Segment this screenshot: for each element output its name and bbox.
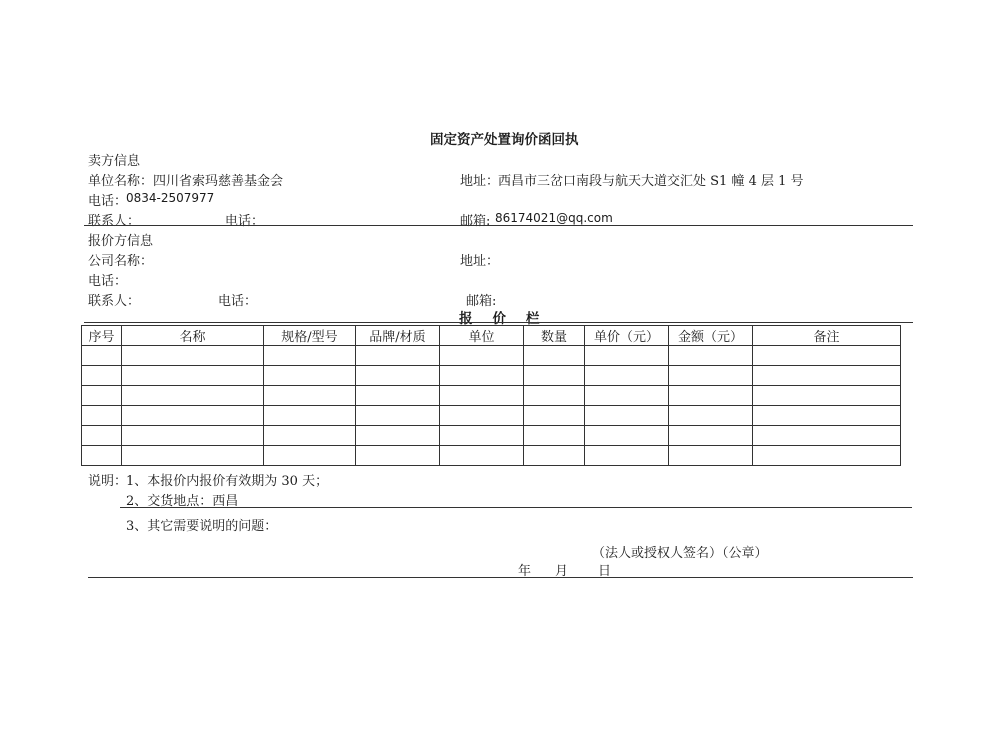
signature-day: 日 <box>598 564 612 579</box>
col-header-brand: 品牌/材质 <box>356 326 440 346</box>
col-header-name: 名称 <box>122 326 264 346</box>
table-cell[interactable] <box>440 386 524 406</box>
table-cell[interactable] <box>440 446 524 466</box>
seller-email-label: 邮箱: <box>460 214 491 229</box>
document-title: 固定资产处置询价函回执 <box>430 132 579 148</box>
table-cell[interactable] <box>82 406 122 426</box>
table-header-row <box>82 326 901 346</box>
table-cell[interactable] <box>82 426 122 446</box>
table-cell[interactable] <box>669 446 753 466</box>
quoter-address-label: 地址： <box>460 254 500 269</box>
quoter-contact-label: 联系人： <box>88 294 141 309</box>
table-row <box>82 346 901 366</box>
quoter-section-header: 报价方信息 <box>88 234 154 249</box>
table-cell[interactable] <box>669 386 753 406</box>
table-cell[interactable] <box>753 346 901 366</box>
seller-contact-label: 联系人： <box>88 214 141 229</box>
table-cell[interactable] <box>356 346 440 366</box>
quoter-contact-phone-label: 电话： <box>218 294 258 309</box>
col-header-quantity: 数量 <box>524 326 585 346</box>
table-cell[interactable] <box>524 386 585 406</box>
table-cell[interactable] <box>122 366 264 386</box>
table-cell[interactable] <box>669 406 753 426</box>
table-cell[interactable] <box>82 366 122 386</box>
table-cell[interactable] <box>82 346 122 366</box>
col-header-unit-price: 单价（元） <box>585 326 669 346</box>
table-cell[interactable] <box>753 426 901 446</box>
signature-month: 月 <box>555 564 569 579</box>
quoter-phone-label: 电话： <box>88 274 128 289</box>
table-cell[interactable] <box>122 426 264 446</box>
table-cell[interactable] <box>356 426 440 446</box>
table-cell[interactable] <box>753 366 901 386</box>
quote-table <box>81 325 901 466</box>
table-row <box>82 386 901 406</box>
notes-item-3: 3、其它需要说明的问题： <box>126 519 278 534</box>
col-header-spec: 规格/型号 <box>264 326 356 346</box>
table-cell[interactable] <box>524 446 585 466</box>
table-cell[interactable] <box>82 446 122 466</box>
table-cell[interactable] <box>585 346 669 366</box>
seller-contact-phone-label: 电话： <box>225 214 265 229</box>
table-cell[interactable] <box>669 366 753 386</box>
table-cell[interactable] <box>264 386 356 406</box>
table-cell[interactable] <box>264 366 356 386</box>
signature-year: 年 <box>518 564 532 579</box>
table-cell[interactable] <box>524 426 585 446</box>
seller-phone-label: 电话： <box>88 194 128 209</box>
table-cell[interactable] <box>669 346 753 366</box>
table-cell[interactable] <box>440 346 524 366</box>
table-row <box>82 446 901 466</box>
table-cell[interactable] <box>122 446 264 466</box>
table-cell[interactable] <box>440 366 524 386</box>
table-row <box>82 426 901 446</box>
notes-item-1: 1、本报价内报价有效期为 30 天； <box>126 474 329 489</box>
table-cell[interactable] <box>122 346 264 366</box>
table-cell[interactable] <box>264 346 356 366</box>
table-cell[interactable] <box>669 426 753 446</box>
col-header-unit: 单位 <box>440 326 524 346</box>
notes-divider <box>120 507 912 508</box>
quoter-company-label: 公司名称： <box>88 254 154 269</box>
table-cell[interactable] <box>440 406 524 426</box>
col-header-index: 序号 <box>82 326 122 346</box>
seller-unit-label: 单位名称： <box>88 174 154 189</box>
table-cell[interactable] <box>585 446 669 466</box>
table-cell[interactable] <box>122 406 264 426</box>
table-cell[interactable] <box>122 386 264 406</box>
table-cell[interactable] <box>753 446 901 466</box>
seller-unit-value: 四川省索玛慈善基金会 <box>153 174 284 189</box>
seller-address-value: 西昌市三岔口南段与航天大道交汇处 S1 幢 4 层 1 号 <box>498 174 804 189</box>
table-cell[interactable] <box>264 426 356 446</box>
notes-label: 说明： <box>88 474 128 489</box>
seller-section-header: 卖方信息 <box>88 154 141 169</box>
table-cell[interactable] <box>356 366 440 386</box>
table-cell[interactable] <box>524 366 585 386</box>
table-cell[interactable] <box>585 426 669 446</box>
table-cell[interactable] <box>82 386 122 406</box>
table-cell[interactable] <box>585 406 669 426</box>
table-cell[interactable] <box>356 406 440 426</box>
table-cell[interactable] <box>356 446 440 466</box>
table-cell[interactable] <box>585 386 669 406</box>
seller-phone-value: 0834-2507977 <box>126 191 215 205</box>
quoter-email-label: 邮箱: <box>466 294 497 309</box>
signature-label: （法人或授权人签名）（公章） <box>592 546 768 561</box>
price-section-top-line <box>84 322 913 323</box>
seller-divider <box>84 225 913 226</box>
seller-email-value: 86174021@qq.com <box>495 211 613 225</box>
seller-address-label: 地址： <box>460 174 500 189</box>
col-header-amount: 金额（元） <box>669 326 753 346</box>
table-cell[interactable] <box>524 406 585 426</box>
table-cell[interactable] <box>524 346 585 366</box>
table-cell[interactable] <box>356 386 440 406</box>
table-row <box>82 366 901 386</box>
table-cell[interactable] <box>264 446 356 466</box>
col-header-remarks: 备注 <box>753 326 901 346</box>
table-cell[interactable] <box>753 406 901 426</box>
table-cell[interactable] <box>264 406 356 426</box>
notes-item-2: 2、交货地点：西昌 <box>126 494 239 509</box>
table-row <box>82 406 901 426</box>
table-cell[interactable] <box>440 426 524 446</box>
table-cell[interactable] <box>753 386 901 406</box>
table-cell[interactable] <box>585 366 669 386</box>
price-section-title: 报价栏 <box>459 311 560 327</box>
bottom-divider <box>88 577 913 578</box>
